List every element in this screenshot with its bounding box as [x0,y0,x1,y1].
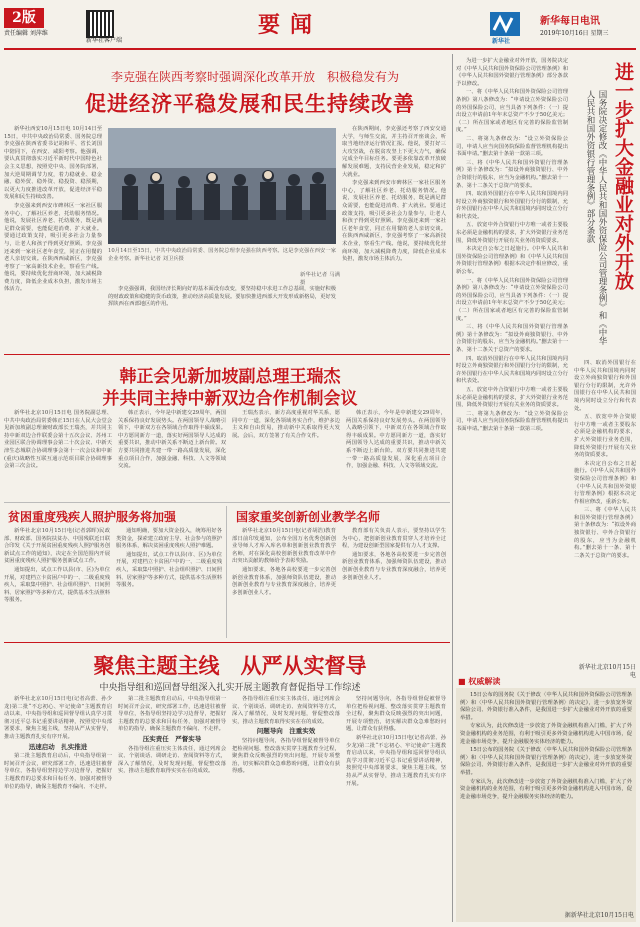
poverty-paragraph: 通知提出，试点工作以县(市、区)为单位开展，对建档立卡贫困户中的一、二级重度残疾人，采取集中照护、社会组织照护、日间照料、居家照护等多种方式，提供基本生活照料等服务。 [116,551,222,589]
regulations-paragraph: 五、放宽中外合资银行中方唯一或者主要股东必须是金融机构的要求，扩大外资银行业务范围，降低外资银行开展有关业务的资质要求。 [456,222,568,244]
interpretation-label: ■ 权威解读 [458,676,501,686]
theme-paragraph: 第二批主题教育启动后，中央指导组第一时间召开会议，研究部署工作，迅速进驻被督导单位，各指导组坚持边学习边督导，把握好主题教育的总要求和目标任务，加强对被督导单位的指导，确保主题教育不偏向、不走样。 [118,696,226,733]
theme-column-1 [4,696,112,922]
lead-paragraph: 在陕西期间，李克强还考察了西安交通大学，与师生交流，并主持召开座谈会，听取当地经济运行情况汇报。他说，要打好三大攻坚战，在脱贫攻坚上下更大力气，确保完成全年目标任务。要更多依靠改革开放破解发展难题，支持民营企业发展，稳定和扩大就业。 [342,126,446,178]
theme-paragraph: 坚持问题导向，各指导组督促被督导单位把检视问题、整改落实贯穿主题教育全过程，聚焦群众反映强烈的突出问题，开展专项整治，切实解决群众急难愁盼问题，让群众有获得感。 [346,696,446,733]
innovation-paragraph: 教育部有关负责人表示，要坚持以学生为中心，把创新创业教育贯穿人才培养全过程，为建设创新型国家提供有力人才支撑。 [342,528,446,550]
qr-caption: 新华社客户端 [85,37,122,44]
photo-credit-text: 新华社记者 马满摄 [300,272,340,286]
meeting-headline-2: 并共同主持中新双边合作机制会议 [102,389,358,409]
lead-paragraph: 李克强强调，我国经济长期向好的基本面没有改变，要坚持稳中求进工作总基调，实施好积极的财政政策和稳健的货币政策，推动经济高质量发展。要加快推进西部大开发形成新格局，更好发挥陕西在西部地区的作用。 [108,286,336,308]
editor-credit: 责任编辑 刘萍维 [4,30,48,37]
regulations-headline: 进一步扩大金融业对外开放 [612,62,634,290]
meeting-column-3 [232,410,340,498]
regulations-paragraph: 五、放宽中外合资银行中方唯一或者主要股东必须是金融机构的要求，扩大外资银行业务范围，降低外资银行开展有关业务的资质要求。 [456,386,568,409]
meeting-paragraph: 韩正表示，今年是中新建交29周年，两国关系保持良好发展势头。在两国领导人战略引领下，中新双方在各领域合作取得丰硕成果。中方愿同新方一道，落实好两国领导人达成的重要共识，推动中新关系不断迈上新台阶。双方要共同推进共建一带一路高质量发展，深化重点项目合作，加强金融、科技、人文等领域交流。 [118,410,226,470]
logo-text: 新华社 [492,38,511,45]
regulations-paragraph: 二、将第九条修改为：“设立外资保险公司，申请人应当向国务院保险监督管理机构提出书面申请。”删去第十条第一款第三项。 [456,410,568,432]
section-divider [4,642,450,643]
regulations-paragraph: 本决定自公布之日起施行。《中华人民共和国外资保险公司管理条例》和《中华人民共和国外资银行管理条例》根据本决定作相应修改，重新公布。 [456,246,568,276]
theme-paragraph: 新华社北京10月15日电(记者高蕾、孙少龙)第二批“不忘初心、牢记使命”主题教育启动以来，中央指导组和巡回督导组认真学习贯彻习近平总书记重要讲话精神，按照党中央部署要求，聚焦主题主线，坚持从严从实督导，推动主题教育扎实有序开展。 [4,696,112,740]
interpretation-body [460,692,632,910]
regulations-paragraph: 三、将《中华人民共和国外资银行管理条例》第十条修改为：“拟设外商独资银行、中外合资银行的股东，应当为金融机构。”删去第十一条、第十二条关于总资产的要求。 [456,324,568,353]
theme-column-2 [118,696,226,922]
section-divider [4,354,450,355]
innovation-paragraph: 新华社北京10月15日电(记者胡浩)教育部日前印发通知，公布全国万名优秀创新创业导师人才库入库名单和创新创业教育教学名师，对在深化高校创新创业教育改革中作出突出贡献的教师给予表彰奖励。 [232,528,336,565]
xinhua-logo [490,12,520,36]
theme-subtitle: 中央指导组和巡回督导组深入扎实开展主题教育督促指导工作综述 [99,683,361,693]
lead-paragraph: 新华社西安10月15日电 10月14日至15日，中共中央政治局常委、国务院总理李克强在陕西省委书记胡和平、省长刘国中陪同下，在西安、咸阳考察。他强调，要认真贯彻落实习近平新时代中国特色社会主义思想，按照党中央、国务院部署，加大逆周期调节力度，着力稳就业、稳金融、稳外贸、稳外资、稳投资、稳预期，以更大力度推进改革开放，促进经济平稳发展和民生持续改善。 [4,126,102,201]
poverty-paragraph: 新华社北京10月15日电(记者郭晖)民政部、财政部、国务院扶贫办、中国残联近日联合印发《关于开展贫困重度残疾人照护服务创新试点工作的通知》，决定在全国范围内开展贫困重度残疾人照护服务创新试点工作。 [4,528,110,565]
theme-headline: 聚焦主题主线 从严从实督导 [93,653,367,678]
photo-caption-text: 10月14日至15日，中共中央政治局常委、国务院总理李克强在陕西考察。这是李克强在西安一家企业考察。新华社记者 刘卫兵摄 [108,248,336,262]
header-rule [4,48,636,50]
regulations-body-2 [574,360,636,660]
interpretation-paragraph: 15日公布的国务院《关于修改〈中华人民共和国外资保险公司管理条例〉和〈中华人民共和国外资银行管理条例〉的决定》，进一步放宽外资保险公司、外资银行准入条件，是我国进一步扩大金融业对外开放的重要举措。 [460,747,632,776]
theme-subhead-3: 问题导向 注重实效 [256,727,316,736]
regulations-paragraph: 四、取消外国银行在中华人民共和国境内同时设立外商独资银行和外国银行分行的限制，允许外国银行在中华人民共和国境内同时设立分行和代表处。 [456,355,568,385]
lead-kicker: 李克强在陕西考察时强调深化改革开放 积极稳发有为 [110,70,399,84]
regulations-paragraph: 本决定自公布之日起施行。《中华人民共和国外资保险公司管理条例》和《中华人民共和国外资银行管理条例》根据本决定作相应修改，重新公布。 [574,460,636,505]
regulations-paragraph: 三、将《中华人民共和国外资银行管理条例》第十条修改为：“拟设外商独资银行、中外合资银行的股东，应当为金融机构。”删去第十一条、第十二条关于总资产的要求。 [456,159,568,189]
column-divider [452,54,453,922]
poverty-paragraph: 通知明确，要加大资金投入，统筹用好各类资金，探索建立政府主导、社会参与的照护服务体系，解决贫困重度残疾人照护难题。 [116,528,222,550]
meeting-column-2 [118,410,226,498]
regulations-paragraph: 四、取消外国银行在中华人民共和国境内同时设立外商独资银行和外国银行分行的限制，允许外国银行在中华人民共和国境内同时设立分行和代表处。 [456,191,568,220]
lead-headline: 促进经济平稳发展和民生持续改善 [85,91,415,116]
meeting-paragraph: 王瑞杰表示，新方高度重视对华关系，愿同中方一道，深化各领域务实合作，维护多边主义和自由贸易，推动新中关系取得更大发展。会后，双方签署了有关合作文件。 [232,410,340,439]
theme-paragraph: 各指导组注重压实主体责任，通过列席会议、个别谈话、调研走访、查阅资料等方式，深入了解情况，及时发现问题，督促整改落实，推动主题教育取得实实在在的成效。 [118,745,226,775]
column-divider [226,506,227,638]
poverty-column-1 [4,528,110,638]
poverty-column-2 [116,528,222,638]
photo-credit [300,272,340,286]
theme-column-4 [346,696,446,922]
lead-paragraph: 李克强来到西安市碑林区一家社区服务中心，了解社区养老、托幼服务情况。他说，发展社区养老、托幼服务，既是满足群众需要，也能促进消费、扩大就业。要通过政策支持，吸引更多社会力量参与，让老人和孩子得到更好照顾。李克强还来到一家社区老年食堂，同正在用餐的老人亲切交谈。在陕西西咸新区，李克强考察了一家高新技术企业，察看生产线。他说，要持续优化营商环境，加大减税降费力度，降低企业成本负担，激发市场主体活力。 [342,180,446,263]
regulations-paragraph: 四、取消外国银行在中华人民共和国境内同时设立外商独资银行和外国银行分行的限制，允许外国银行在中华人民共和国境内同时设立分行和代表处。 [574,360,636,412]
interpretation-paragraph: 专家认为，此次修改进一步放宽了外资金融机构准入门槛，扩大了外资金融机构的业务范围，有利于吸引更多外资金融机构进入中国市场，促进金融市场竞争，提升金融服务实体经济的能力。 [460,778,632,800]
innovation-paragraph: 通知要求，各地各高校要进一步完善创新创业教育体系，加强师资队伍建设，推动创新创业教育与专业教育深度融合，培养更多创新创业人才。 [342,551,446,581]
regulations-paragraph: 三、将《中华人民共和国外资银行管理条例》第十条修改为：“拟设外商独资银行、中外合资银行的股东，应当为金融机构。”删去第十一条、第十二条关于总资产的要求。 [574,507,636,559]
theme-paragraph: 第二批主题教育启动后，中央指导组第一时间召开会议，研究部署工作，迅速进驻被督导单位，各指导组坚持边学习边督导，把握好主题教育的总要求和目标任务，加强对被督导单位的指导，确保主题教育不偏向、不走样。 [4,753,112,790]
lead-column-3 [342,126,446,350]
theme-subhead-2: 压实责任 严督实导 [142,734,202,743]
interpretation-byline: 据新华社北京10月15日电 [564,912,634,919]
meeting-column-4 [346,410,446,498]
regulations-body [456,58,568,658]
meeting-paragraph: 韩正表示，今年是中新建交29周年，两国关系保持良好发展势头。在两国领导人战略引领下，中新双方在各领域合作取得丰硕成果。中方愿同新方一道，落实好两国领导人达成的重要共识，推动中新关系不断迈上新台阶。双方要共同推进共建一带一路高质量发展，深化重点项目合作，加强金融、科技、人文等领域交流。 [346,410,446,470]
innovation-paragraph: 通知要求，各地各高校要进一步完善创新创业教育体系，加强师资队伍建设，推动创新创业教育与专业教育深度融合，培养更多创新创业人才。 [232,566,336,596]
innovation-headline: 国家重奖创新创业教学名师 [236,510,381,524]
interpretation-paragraph: 15日公布的国务院《关于修改〈中华人民共和国外资保险公司管理条例〉和〈中华人民共和国外资银行管理条例〉的决定》，进一步放宽外资保险公司、外资银行准入条件，是我国进一步扩大金融业对外开放的重要举措。 [460,692,632,721]
poverty-paragraph: 通知提出，试点工作以县(市、区)为单位开展，对建档立卡贫困户中的一、二级重度残疾人，采取集中照护、社会组织照护、日间照料、居家照护等多种方式，提供基本生活照料等服务。 [4,566,110,604]
theme-subhead-1: 迅速启动 扎实推进 [28,742,88,751]
meeting-column-1 [4,410,112,498]
theme-paragraph: 坚持问题导向，各指导组督促被督导单位把检视问题、整改落实贯穿主题教育全过程，聚焦群众反映强烈的突出问题，开展专项整治，切实解决群众急难愁盼问题，让群众有获得感。 [232,737,340,775]
regulations-subtitle: 国务院决定修改《中华人民共和国外资保险公司管理条例》和《中华人民共和国外资银行管理条例》部分条款 [585,90,607,345]
innovation-column-2 [342,528,446,638]
regulations-paragraph: 一、将《中华人民共和国外资保险公司管理条例》第八条修改为：“申请设立外资保险公司的外国保险公司，应当具备下列条件：（一）提出设立申请前1年年末总资产不少于50亿美元；（二）所在国家或者地区有完善的保险监管制度。” [456,277,568,322]
poverty-headline: 贫困重度残疾人照护服务将加强 [8,510,177,524]
regulations-paragraph: 一、将《中华人民共和国外资保险公司管理条例》第八条修改为：“申请设立外资保险公司的外国保险公司，应当具备下列条件：（一）提出设立申请前1年年末总资产不少于50亿美元；（二）所在国家或者地区有完善的保险监管制度。” [456,89,568,134]
lead-column-2 [108,286,336,350]
page-number: 2版 [4,8,44,28]
section-divider [4,502,450,503]
interpretation-paragraph: 专家认为，此次修改进一步放宽了外资金融机构准入门槛，扩大了外资金融机构的业务范围，有利于吸引更多外资金融机构进入中国市场，促进金融市场竞争，提升金融服务实体经济的能力。 [460,723,632,745]
issue-date: 2019年10月16日 星期三 [540,30,609,37]
meeting-paragraph: 新华社北京10月15日电 国务院副总理、中共中央政治局常委韩正15日在人民大会堂会见新加坡副总理兼财政部长王瑞杰，并共同主持中新双边合作联委会第十五次会议、苏州工业园区联合协调理事会第二十次会议、中新天津生态城联合协调理事会第十一次会议和中新(重庆)战略性互联互通示范项目联合协调理事会第三次会议。 [4,410,112,470]
theme-paragraph: 各指导组注重压实主体责任，通过列席会议、个别谈话、调研走访、查阅资料等方式，深入了解情况，及时发现问题，督促整改落实，推动主题教育取得实实在在的成效。 [232,696,340,725]
regulations-paragraph: 为进一步扩大金融业对外开放，国务院决定对《中华人民共和国外资保险公司管理条例》和《中华人民共和国外资银行管理条例》部分条款予以修改。 [456,58,568,87]
theme-paragraph: 新华社北京10月15日电(记者高蕾、孙少龙)第二批“不忘初心、牢记使命”主题教育启动以来，中央指导组和巡回督导组认真学习贯彻习近平总书记重要讲话精神，按照党中央部署要求，聚焦主题主线，坚持从严从实督导，推动主题教育扎实有序开展。 [346,734,446,787]
lead-column-1 [4,126,102,350]
meeting-headline-1: 韩正会见新加坡副总理王瑞杰 [119,367,341,387]
regulations-dateline: 新华社北京10月15日电 [578,664,636,679]
theme-column-3 [232,696,340,922]
innovation-column-1 [232,528,336,638]
lead-photo[interactable] [108,128,336,244]
section-title: 要闻 [258,12,323,38]
regulations-paragraph: 五、放宽中外合资银行中方唯一或者主要股东必须是金融机构的要求，扩大外资银行业务范围，降低外资银行开展有关业务的资质要求。 [574,414,636,459]
paper-name: 新华每日电讯 [540,16,600,27]
regulations-paragraph: 二、将第九条修改为：“设立外资保险公司，申请人应当向国务院保险监督管理机构提出书面申请。”删去第十条第一款第三项。 [456,135,568,158]
lead-paragraph: 李克强来到西安市碑林区一家社区服务中心，了解社区养老、托幼服务情况。他说，发展社区养老、托幼服务，既是满足群众需要，也能促进消费、扩大就业。要通过政策支持，吸引更多社会力量参与，让老人和孩子得到更好照顾。李克强还来到一家社区老年食堂，同正在用餐的老人亲切交谈。在陕西西咸新区，李克强考察了一家高新技术企业，察看生产线。他说，要持续优化营商环境，加大减税降费力度，降低企业成本负担，激发市场主体活力。 [4,202,102,293]
qr-code[interactable] [86,10,114,38]
